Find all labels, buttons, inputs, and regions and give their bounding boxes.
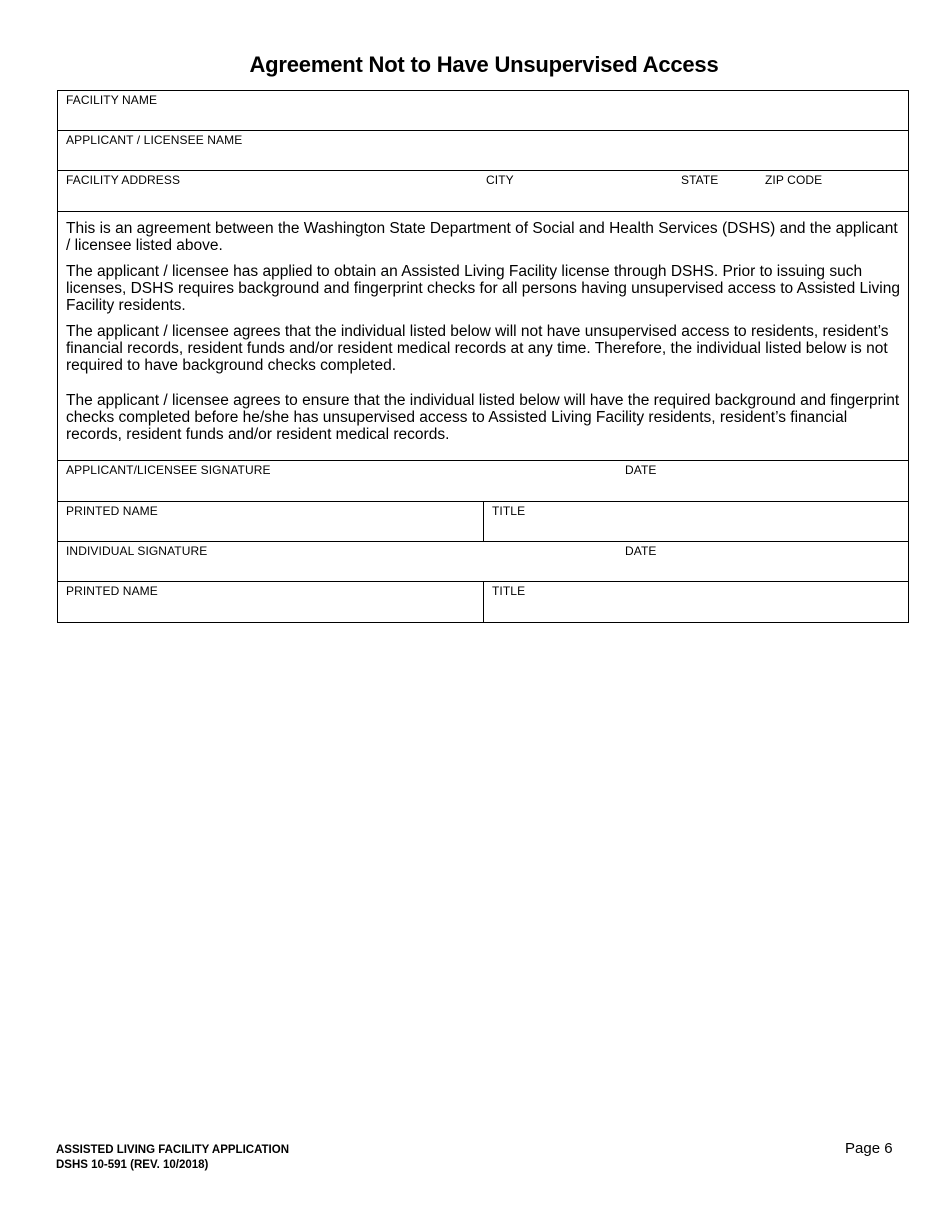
individual-signature-row	[58, 542, 908, 582]
date-label: DATE	[625, 463, 657, 477]
applicant-signature-label: APPLICANT/LICENSEE SIGNATURE	[66, 463, 271, 477]
title-label: TITLE	[492, 584, 526, 598]
applicant-signature-row	[58, 461, 908, 502]
facility-address-label: FACILITY ADDRESS	[66, 173, 181, 187]
zip-code-label: ZIP CODE	[765, 173, 823, 187]
agreement-paragraph: The applicant / licensee has applied to obtain an Assisted Living Facility license through DSHS. Prior to issuing such licenses, DSHS requires background and fingerprint checks for all persons having unsupervised access to Assisted Living Facility residents.	[66, 263, 900, 314]
facility-name-field[interactable]	[66, 109, 900, 127]
city-label: CITY	[486, 173, 514, 187]
applicant-name-field[interactable]	[66, 149, 900, 167]
individual-title-field[interactable]	[492, 600, 900, 618]
footer-form-info	[56, 1143, 289, 1173]
footer-form-number: DSHS 10-591 (REV. 10/2018)	[56, 1159, 209, 1171]
column-divider	[483, 582, 484, 622]
individual-date-field[interactable]	[625, 560, 900, 578]
column-divider	[483, 502, 484, 541]
applicant-date-field[interactable]	[625, 479, 900, 497]
individual-printed-name-field[interactable]	[66, 600, 478, 618]
applicant-name-row	[58, 131, 908, 171]
zip-code-field[interactable]	[765, 189, 900, 207]
agreement-paragraph: This is an agreement between the Washington State Department of Social and Health Services (DSHS) and the applicant / licensee listed above.	[66, 220, 898, 254]
printed-name-label: PRINTED NAME	[66, 504, 158, 518]
applicant-title-field[interactable]	[492, 520, 900, 538]
city-field[interactable]	[486, 189, 673, 207]
date-label: DATE	[625, 544, 657, 558]
facility-name-row	[58, 91, 908, 131]
page-number: Page 6	[845, 1140, 893, 1157]
state-field[interactable]	[681, 189, 758, 207]
agreement-paragraph: The applicant / licensee agrees that the individual listed below will not have unsupervised access to residents, resident’s financial records, resident funds and/or resident medical records at any time. Therefore, the individual listed below is not required to have background checks completed.	[66, 323, 889, 374]
applicant-printed-name-field[interactable]	[66, 520, 478, 538]
agreement-paragraph: The applicant / licensee agrees to ensure that the individual listed below will have the required background and fingerprint checks completed before he/she has unsupervised access to Assisted Living Facility residents, resident’s financial records, resident funds and/or resident medical records.	[66, 392, 900, 443]
title-label: TITLE	[492, 504, 526, 518]
agreement-form	[57, 90, 909, 623]
individual-signature-label: INDIVIDUAL SIGNATURE	[66, 544, 208, 558]
agreement-text	[58, 212, 908, 461]
address-row	[58, 171, 908, 212]
state-label: STATE	[681, 173, 719, 187]
footer-form-name: ASSISTED LIVING FACILITY APPLICATION	[56, 1144, 289, 1156]
facility-address-field[interactable]	[66, 189, 478, 207]
applicant-printed-name-row	[58, 502, 908, 542]
page-title: Agreement Not to Have Unsupervised Access	[249, 52, 719, 77]
individual-printed-name-row	[58, 582, 908, 622]
individual-signature-field[interactable]	[66, 560, 618, 578]
facility-name-label: FACILITY NAME	[66, 93, 158, 107]
applicant-signature-field[interactable]	[66, 479, 618, 497]
printed-name-label: PRINTED NAME	[66, 584, 158, 598]
applicant-name-label: APPLICANT / LICENSEE NAME	[66, 133, 243, 147]
